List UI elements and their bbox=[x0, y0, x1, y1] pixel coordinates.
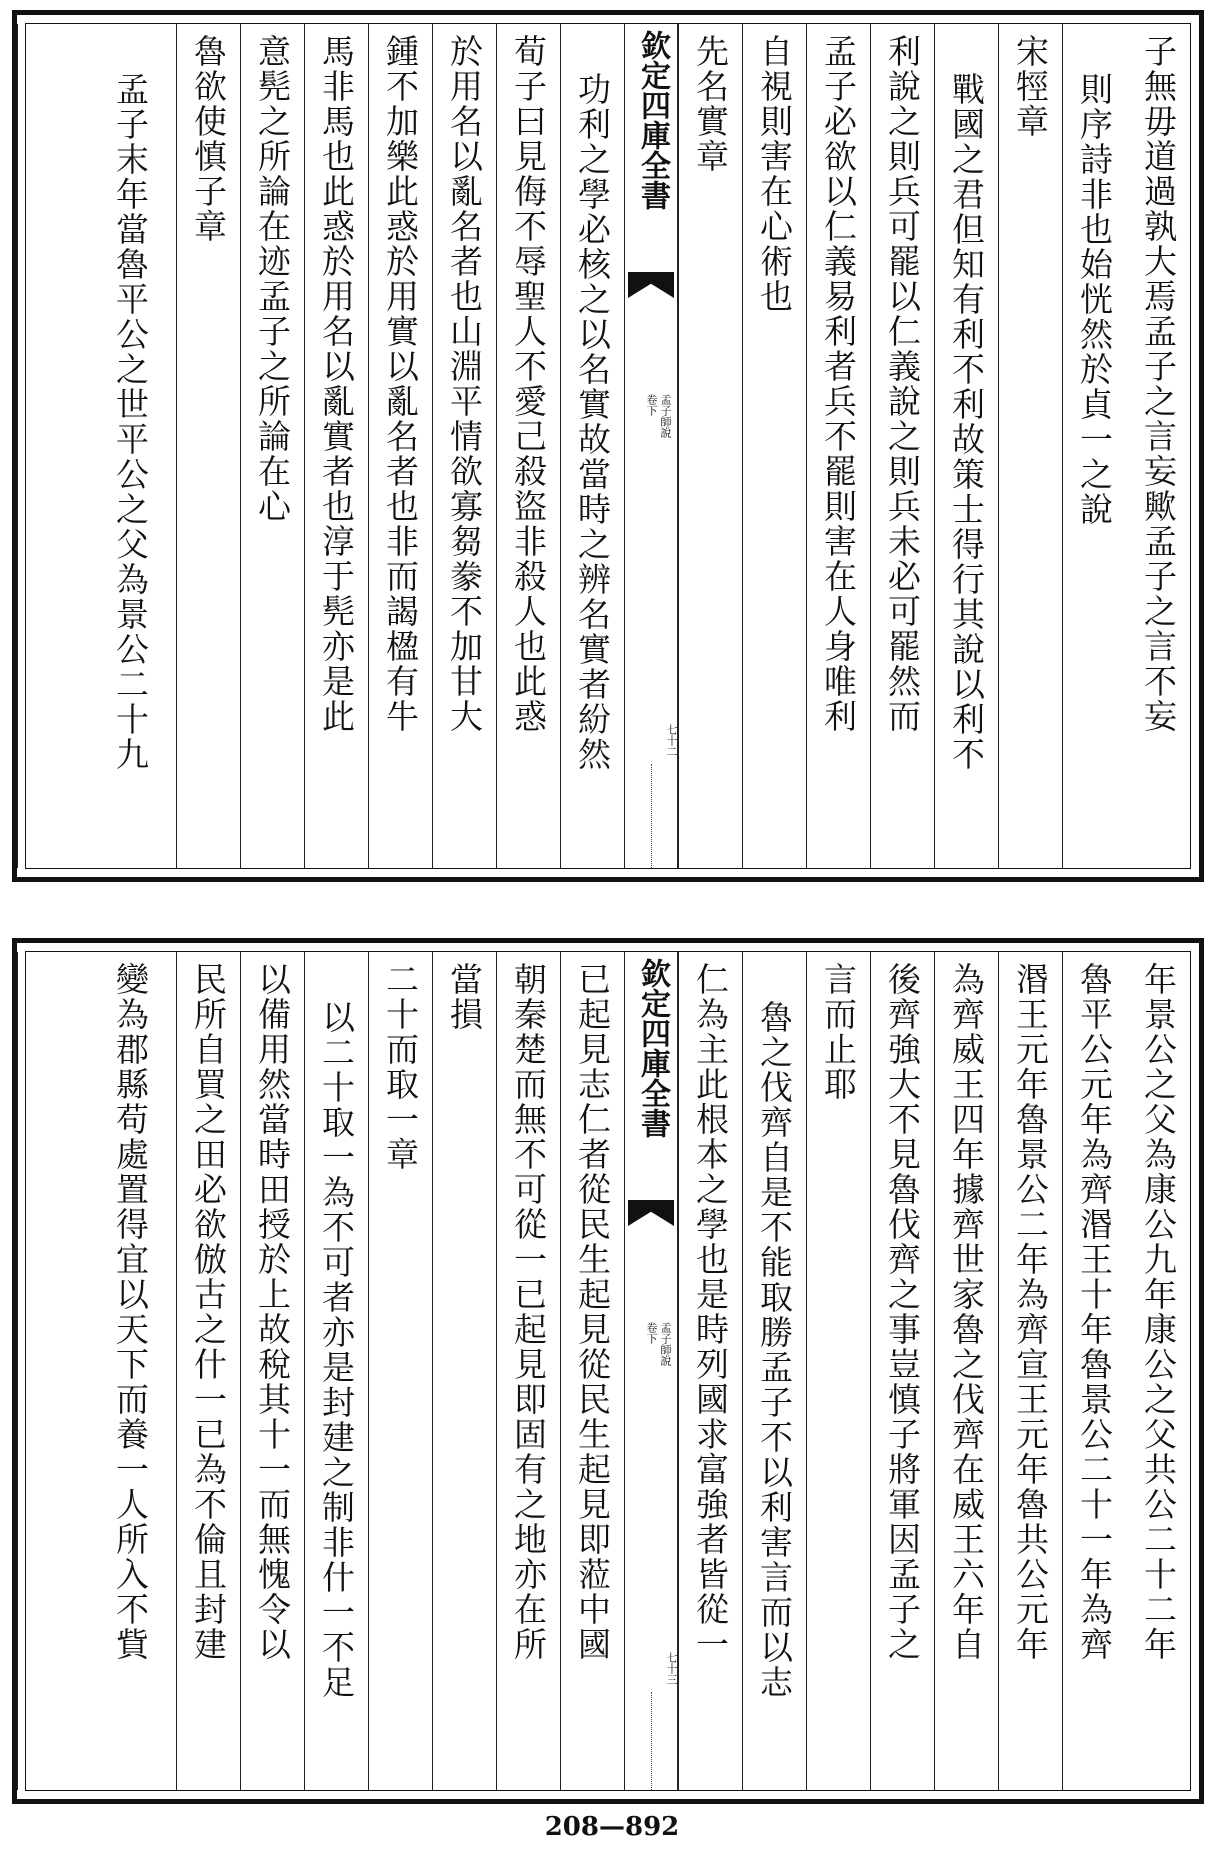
text-column bbox=[304, 24, 368, 868]
text-column bbox=[934, 952, 998, 1790]
column-text: 言而止耶 bbox=[819, 962, 858, 1102]
collection-title: 欽定四庫全書 bbox=[635, 30, 670, 210]
fold-rule bbox=[651, 764, 652, 868]
column-text: 已起見志仁者從民生起見從民生起見即蒞中國 bbox=[573, 962, 612, 1662]
column-text: 自視則害在心術也 bbox=[755, 34, 794, 314]
column-text: 以備用然當時田授於上故稅其十一而無愧令以 bbox=[253, 962, 292, 1662]
column-text: 民所自買之田必欲倣古之什一已為不倫且封建 bbox=[189, 962, 228, 1662]
chapter-heading: 宋牼章 bbox=[1011, 34, 1050, 139]
text-column bbox=[1062, 24, 1126, 868]
book-title: 孟子師說 bbox=[659, 394, 672, 438]
text-column bbox=[432, 952, 496, 1790]
volume-label: 卷下 bbox=[645, 1322, 658, 1344]
text-column bbox=[560, 24, 624, 868]
text-column bbox=[432, 24, 496, 868]
fold-rule bbox=[651, 1692, 652, 1790]
bottom-page bbox=[12, 938, 1204, 1804]
column-text: 功利之學必核之以名實故當時之辨名實者紛然 bbox=[573, 72, 612, 772]
column-text: 仁為主此根本之學也是時列國求富強者皆從一 bbox=[691, 962, 730, 1662]
fishtail-mark-icon bbox=[628, 1200, 674, 1226]
fold-column bbox=[624, 952, 678, 1790]
column-text: 為齊威王四年據齊世家魯之伐齊在威王六年自 bbox=[947, 962, 986, 1662]
text-column bbox=[496, 24, 560, 868]
column-text: 魯之伐齊自是不能取勝孟子不以利害言而以志 bbox=[755, 1000, 794, 1700]
column-text: 利說之則兵可罷以仁義說之則兵未必可罷然而 bbox=[883, 34, 922, 734]
text-column bbox=[678, 24, 742, 868]
text-column bbox=[304, 952, 368, 1790]
text-column bbox=[1126, 24, 1190, 868]
text-column bbox=[560, 952, 624, 1790]
text-column bbox=[17, 24, 176, 868]
text-column bbox=[806, 952, 870, 1790]
text-column bbox=[870, 952, 934, 1790]
column-text: 於用名以亂名者也山淵平情欲寡芻豢不加甘大 bbox=[445, 34, 484, 734]
collection-title: 欽定四庫全書 bbox=[635, 958, 670, 1138]
text-column bbox=[240, 24, 304, 868]
chapter-heading: 魯欲使慎子章 bbox=[189, 34, 228, 244]
text-column bbox=[1062, 952, 1126, 1790]
top-page bbox=[12, 10, 1204, 882]
column-text: 戰國之君但知有利不利故策士得行其說以利不 bbox=[947, 72, 986, 772]
text-column bbox=[998, 24, 1062, 868]
column-text: 魯平公元年為齊湣王十年魯景公二十一年為齊 bbox=[1075, 962, 1114, 1662]
chapter-heading: 二十而取一章 bbox=[381, 962, 420, 1172]
fold-column bbox=[624, 24, 678, 868]
column-text: 以二十取一為不可者亦是封建之制非什一不足 bbox=[317, 1000, 356, 1700]
column-text: 馬非馬也此惑於用名以亂實者也淳于髡亦是此 bbox=[317, 34, 356, 734]
column-text: 變為郡縣苟處置得宜以天下而養一人所入不貲 bbox=[111, 962, 150, 1662]
chapter-heading: 先名實章 bbox=[691, 34, 730, 174]
column-text: 荀子曰見侮不辱聖人不愛己殺盜非殺人也此惑 bbox=[509, 34, 548, 734]
text-column bbox=[806, 24, 870, 868]
text-column bbox=[934, 24, 998, 868]
text-column bbox=[870, 24, 934, 868]
text-column bbox=[176, 952, 240, 1790]
text-column bbox=[176, 24, 240, 868]
leaf-number: 七十二 bbox=[665, 724, 678, 757]
column-text: 當損 bbox=[445, 962, 484, 1032]
column-text: 鍾不加樂此惑於用實以亂名者也非而謁楹有牛 bbox=[381, 34, 420, 734]
column-text: 則序詩非也始恍然於貞一之說 bbox=[1075, 72, 1114, 527]
column-text: 孟子必欲以仁義易利者兵不罷則害在人身唯利 bbox=[819, 34, 858, 734]
text-column bbox=[17, 952, 176, 1790]
text-column bbox=[368, 24, 432, 868]
column-text: 年景公之父為康公九年康公之父共公二十二年 bbox=[1139, 962, 1178, 1662]
column-text: 子無毋道過孰大焉孟子之言妄歟孟子之言不妄 bbox=[1139, 34, 1178, 734]
page-number: 208—892 bbox=[544, 1812, 680, 1842]
column-text: 朝秦楚而無不可從一已起見即固有之地亦在所 bbox=[509, 962, 548, 1662]
fishtail-mark-icon bbox=[628, 272, 674, 298]
text-column bbox=[742, 24, 806, 868]
text-column bbox=[1126, 952, 1190, 1790]
column-text: 意髡之所論在迹孟子之所論在心 bbox=[253, 34, 292, 524]
text-column bbox=[496, 952, 560, 1790]
column-text: 湣王元年魯景公二年為齊宣王元年魯共公元年 bbox=[1011, 962, 1050, 1662]
bottom-page-frame bbox=[25, 951, 1191, 1791]
column-text: 孟子末年當魯平公之世平公之父為景公二十九 bbox=[111, 72, 150, 772]
text-column bbox=[368, 952, 432, 1790]
leaf-number: 七十三 bbox=[665, 1652, 678, 1685]
text-column bbox=[678, 952, 742, 1790]
volume-label: 卷下 bbox=[645, 394, 658, 416]
text-column bbox=[240, 952, 304, 1790]
text-column bbox=[998, 952, 1062, 1790]
book-title: 孟子師說 bbox=[659, 1322, 672, 1366]
top-page-frame bbox=[25, 23, 1191, 869]
column-text: 後齊強大不見魯伐齊之事豈慎子將軍因孟子之 bbox=[883, 962, 922, 1662]
text-column bbox=[742, 952, 806, 1790]
